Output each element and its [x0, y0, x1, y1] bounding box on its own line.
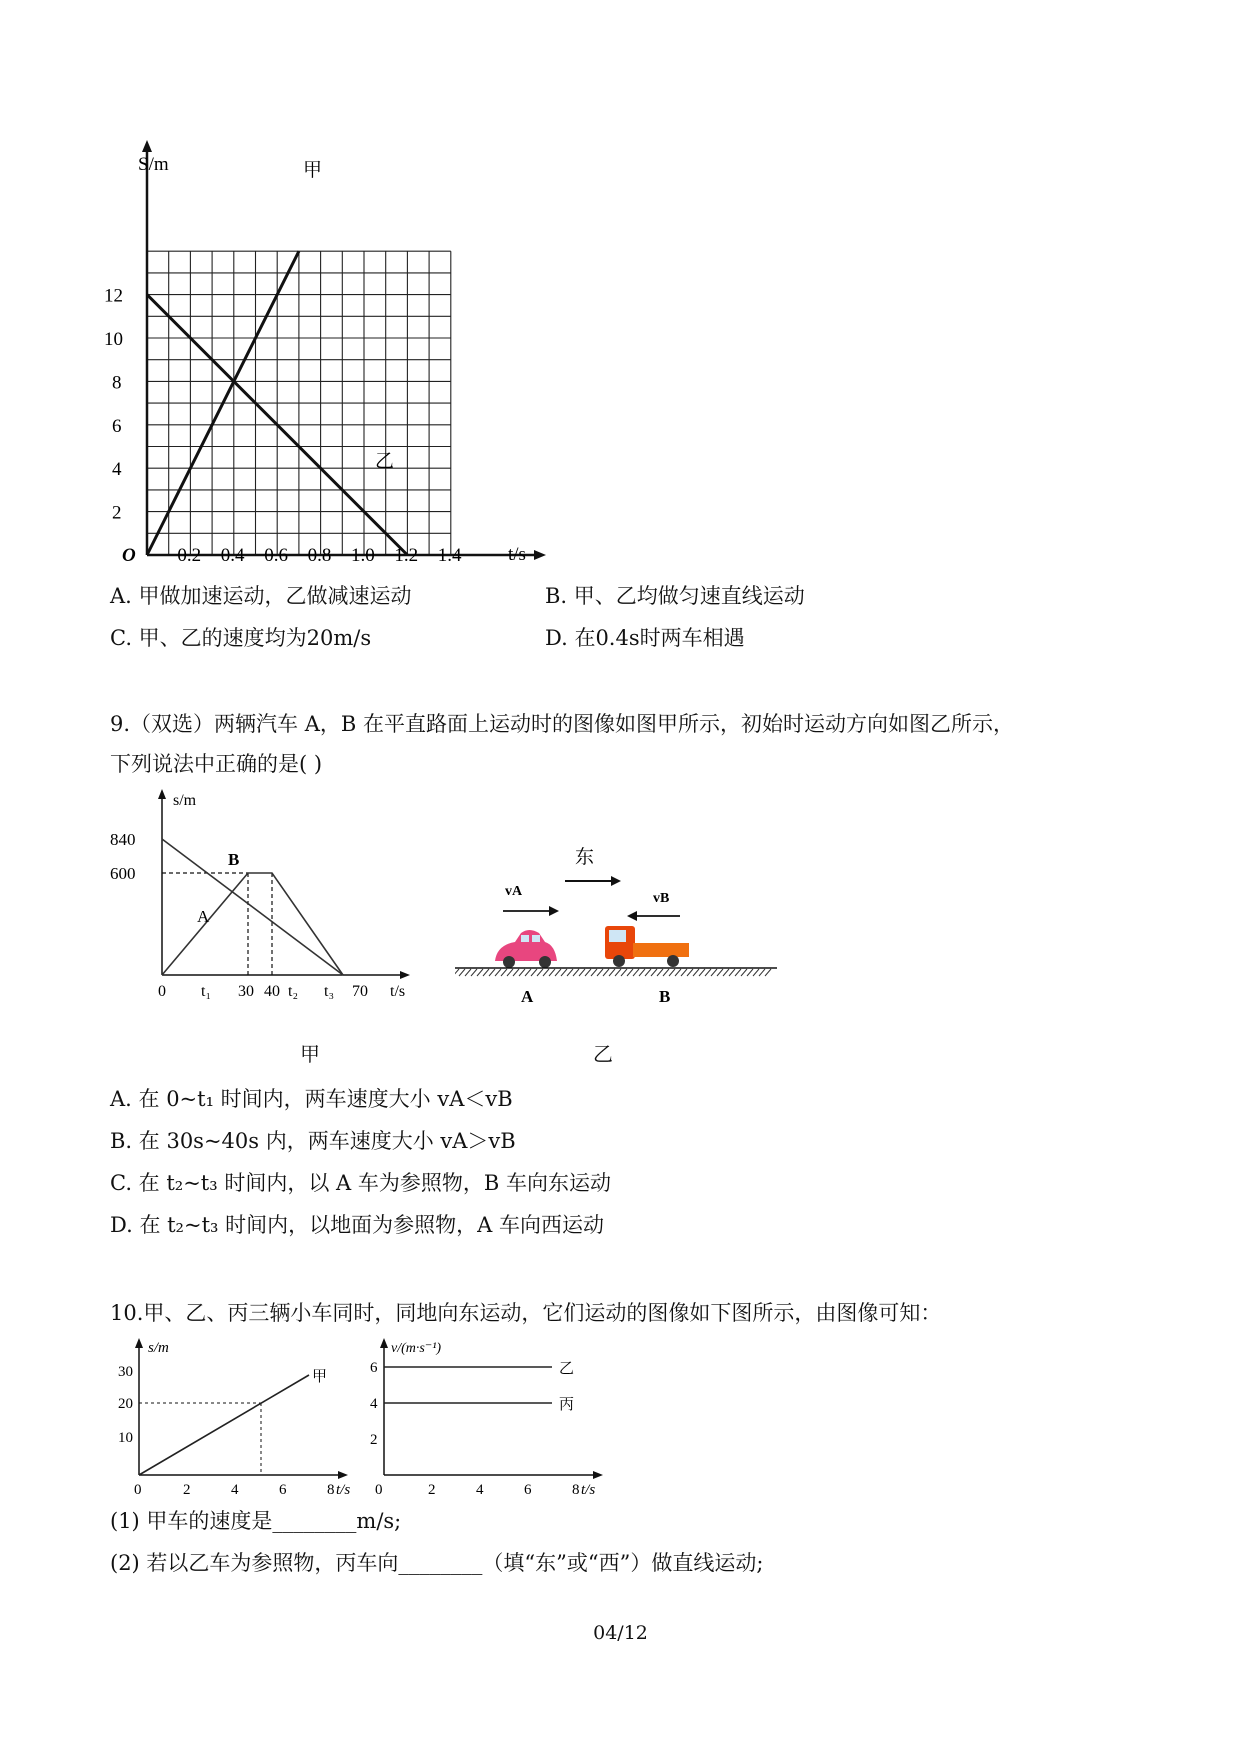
- q9-stem-line1: 9.（双选）两辆汽车 A，B 在平直路面上运动时的图像如图甲所示，初始时运动方向如图乙所示，: [110, 712, 1014, 736]
- ground-hatch-stroke: [597, 969, 603, 976]
- ground-hatch-stroke: [645, 969, 651, 976]
- ground-hatch-stroke: [633, 969, 639, 976]
- ground-hatch-stroke: [627, 969, 633, 976]
- q8-grid: [147, 251, 451, 555]
- q9-option-c: C. 在 t₂~t₃ 时间内，以 A 车为参照物，B 车向东运动: [110, 1171, 611, 1195]
- q10-s-x-axis-label: t/s: [336, 1482, 351, 1495]
- q8-x-tick-label: 1.0: [351, 545, 375, 566]
- q10-v-x-axis-label: t/s: [581, 1482, 596, 1495]
- q9-x-tick-t1: t₁: [201, 983, 212, 1000]
- ground-hatch-stroke: [567, 969, 573, 976]
- q10-sub-question-2: (2) 若以乙车为参照物，丙车向________（填“东”或“西”）做直线运动;: [110, 1551, 764, 1575]
- q10-series-jia-line: [139, 1375, 309, 1475]
- ground-hatch-stroke: [603, 969, 609, 976]
- q10-s-y-tick-20: 20: [118, 1396, 133, 1412]
- ground-hatch-stroke: [579, 969, 585, 976]
- ground-hatch-stroke: [543, 969, 549, 976]
- ground-hatch-stroke: [765, 969, 771, 976]
- q8-y-tick-label: 4: [112, 459, 122, 481]
- ground-hatch-stroke: [705, 969, 711, 976]
- ground-hatch: [455, 968, 777, 976]
- ground-hatch-stroke: [657, 969, 663, 976]
- ground-hatch-stroke: [753, 969, 759, 976]
- q10-sub-question-1: (1) 甲车的速度是________m/s;: [110, 1509, 402, 1533]
- q10-v-x-tick-2: 2: [428, 1482, 436, 1495]
- q10-v-x-tick-4: 4: [476, 1482, 484, 1495]
- ground-hatch-stroke: [591, 969, 597, 976]
- ground-hatch-stroke: [459, 969, 465, 976]
- ground-hatch-stroke: [699, 969, 705, 976]
- ground-hatch-stroke: [561, 969, 567, 976]
- ground-hatch-stroke: [525, 969, 531, 976]
- q10-s-series-label: 甲: [312, 1369, 328, 1385]
- q9-east-label: 东: [575, 847, 595, 868]
- ground-hatch-stroke: [621, 969, 627, 976]
- q10-v-y-tick-4: 4: [370, 1396, 378, 1412]
- q9-st-chart: [110, 785, 420, 1000]
- ground-hatch-stroke: [693, 969, 699, 976]
- q8-option-d: D. 在0.4s时两车相遇: [545, 626, 745, 650]
- ground-hatch-stroke: [615, 969, 621, 976]
- q8-x-tick-label: 0.2: [177, 545, 202, 566]
- ground-hatch-stroke: [537, 969, 543, 976]
- q8-tick-labels: [104, 286, 462, 566]
- q10-v-y-tick-2: 2: [370, 1432, 378, 1448]
- ground-hatch-stroke: [711, 969, 717, 976]
- ground-hatch-stroke: [675, 969, 681, 976]
- ground-hatch-stroke: [455, 969, 459, 976]
- ground-hatch-stroke: [465, 969, 471, 976]
- q10-v-series-yi-label: 乙: [559, 1361, 575, 1377]
- q10-v-x-tick-0: 0: [375, 1482, 383, 1495]
- q8-x-tick-label: 1.4: [437, 545, 462, 566]
- q10-v-series-bing-label: 丙: [559, 1397, 575, 1413]
- ground-hatch-stroke: [555, 969, 561, 976]
- q9-car-b-label: B: [659, 987, 671, 1006]
- ground-hatch-stroke: [639, 969, 645, 976]
- q9-x-tick-t3: t₃: [324, 983, 335, 1000]
- q10-st-chart: [110, 1335, 360, 1495]
- ground-hatch-stroke: [471, 969, 477, 976]
- ground-hatch-stroke: [687, 969, 693, 976]
- q9-y-tick-840: 840: [110, 830, 136, 849]
- car-a-icon: [495, 930, 557, 968]
- ground-hatch-stroke: [501, 969, 507, 976]
- ground-hatch-stroke: [735, 969, 741, 976]
- va-arrow-icon: [503, 906, 559, 916]
- page-number: 04/12: [593, 1622, 648, 1644]
- q8-series-label-yi: 乙: [375, 451, 395, 472]
- ground-hatch-stroke: [717, 969, 723, 976]
- q8-y-tick-label: 6: [112, 415, 122, 437]
- q8-x-axis-label: t/s: [508, 544, 526, 565]
- q9-series-b-label: B: [228, 850, 240, 869]
- q9-x-tick-t2: t₂: [288, 983, 299, 1000]
- q8-x-tick-label: 0.8: [307, 545, 332, 566]
- ground-hatch-stroke: [759, 969, 765, 976]
- q9-vb-label: vB: [653, 891, 670, 906]
- q10-v-y-axis-label: v/(m·s⁻¹): [391, 1341, 442, 1356]
- q8-y-tick-label: 8: [112, 372, 122, 394]
- q9-series-b-line: [162, 839, 343, 975]
- ground-hatch-stroke: [483, 969, 489, 976]
- east-arrow-icon: [565, 876, 621, 886]
- q10-s-x-tick-4: 4: [231, 1482, 239, 1495]
- q9-va-label: vA: [505, 884, 523, 899]
- q10-s-x-tick-2: 2: [183, 1482, 191, 1495]
- q10-vt-chart: [365, 1335, 615, 1495]
- q10-s-y-tick-30: 30: [118, 1364, 133, 1380]
- q10-v-x-tick-6: 6: [524, 1482, 532, 1495]
- ground-hatch-stroke: [669, 969, 675, 976]
- ground-hatch-stroke: [651, 969, 657, 976]
- ground-hatch-stroke: [609, 969, 615, 976]
- q8-st-chart: [100, 140, 550, 580]
- q9-x-tick-40: 40: [264, 983, 280, 1000]
- q8-option-b: B. 甲、乙均做匀速直线运动: [545, 584, 805, 608]
- q8-y-tick-label: 2: [112, 502, 122, 524]
- ground-hatch-stroke: [507, 969, 513, 976]
- ground-hatch-stroke: [663, 969, 669, 976]
- q8-y-tick-label: 10: [104, 329, 123, 350]
- ground-hatch-stroke: [585, 969, 591, 976]
- ground-hatch-stroke: [495, 969, 501, 976]
- ground-hatch-stroke: [747, 969, 753, 976]
- q9-option-b: B. 在 30s~40s 内，两车速度大小 vA＞vB: [110, 1129, 516, 1153]
- q8-option-c: C. 甲、乙的速度均为20m/s: [110, 626, 372, 650]
- q8-y-axis-label: S/m: [138, 154, 169, 175]
- q10-s-y-axis-label: s/m: [148, 1340, 169, 1356]
- q8-origin-label: O: [122, 545, 136, 566]
- ground-hatch-stroke: [519, 969, 525, 976]
- q9-figure-caption-jia: 甲: [300, 1042, 320, 1066]
- q8-x-tick-label: 0.4: [220, 545, 245, 566]
- ground-hatch-stroke: [489, 969, 495, 976]
- q8-series-label-jia: 甲: [303, 160, 323, 181]
- q8-x-tick-label: 1.2: [394, 545, 419, 566]
- vb-arrow-icon: [627, 911, 680, 921]
- q8-option-a: A. 甲做加速运动，乙做减速运动: [110, 584, 412, 608]
- q10-s-y-tick-10: 10: [118, 1430, 133, 1446]
- q9-y-tick-600: 600: [110, 864, 136, 883]
- ground-hatch-stroke: [513, 969, 519, 976]
- q10-stem: 10.甲、乙、丙三辆小车同时，同地向东运动，它们运动的图像如下图所示，由图像可知：: [110, 1301, 942, 1325]
- q10-s-x-tick-6: 6: [279, 1482, 287, 1495]
- q10-v-y-tick-6: 6: [370, 1360, 378, 1376]
- q9-x-tick-30: 30: [238, 983, 254, 1000]
- q9-x-tick-0: 0: [158, 983, 166, 1000]
- ground-hatch-stroke: [741, 969, 747, 976]
- q9-stem-line2: 下列说法中正确的是( ): [110, 752, 323, 776]
- q9-car-a-label: A: [521, 987, 534, 1006]
- q9-series-a-line: [162, 873, 343, 975]
- q8-x-tick-label: 0.6: [264, 545, 288, 566]
- q8-y-tick-label: 12: [104, 285, 123, 307]
- q9-series-a-label: A: [197, 907, 210, 926]
- q9-figure-caption-yi: 乙: [593, 1042, 613, 1066]
- ground-hatch-stroke: [549, 969, 555, 976]
- q9-x-tick-70: 70: [352, 983, 368, 1000]
- truck-b-icon: [605, 926, 689, 967]
- ground-hatch-stroke: [681, 969, 687, 976]
- ground-hatch-stroke: [723, 969, 729, 976]
- q9-scene-figure: [455, 845, 785, 1020]
- ground-hatch-stroke: [573, 969, 579, 976]
- q9-option-d: D. 在 t₂~t₃ 时间内，以地面为参照物，A 车向西运动: [110, 1213, 604, 1237]
- ground-hatch-stroke: [531, 969, 537, 976]
- q9-y-axis-label: s/m: [173, 792, 197, 809]
- q9-option-a: A. 在 0~t₁ 时间内，两车速度大小 vA＜vB: [110, 1087, 513, 1111]
- q10-v-x-tick-8: 8: [572, 1482, 580, 1495]
- q10-s-x-tick-0: 0: [134, 1482, 142, 1495]
- q10-s-x-tick-8: 8: [327, 1482, 335, 1495]
- q9-x-axis-label: t/s: [390, 983, 406, 1000]
- ground-hatch-stroke: [729, 969, 735, 976]
- ground-hatch-stroke: [477, 969, 483, 976]
